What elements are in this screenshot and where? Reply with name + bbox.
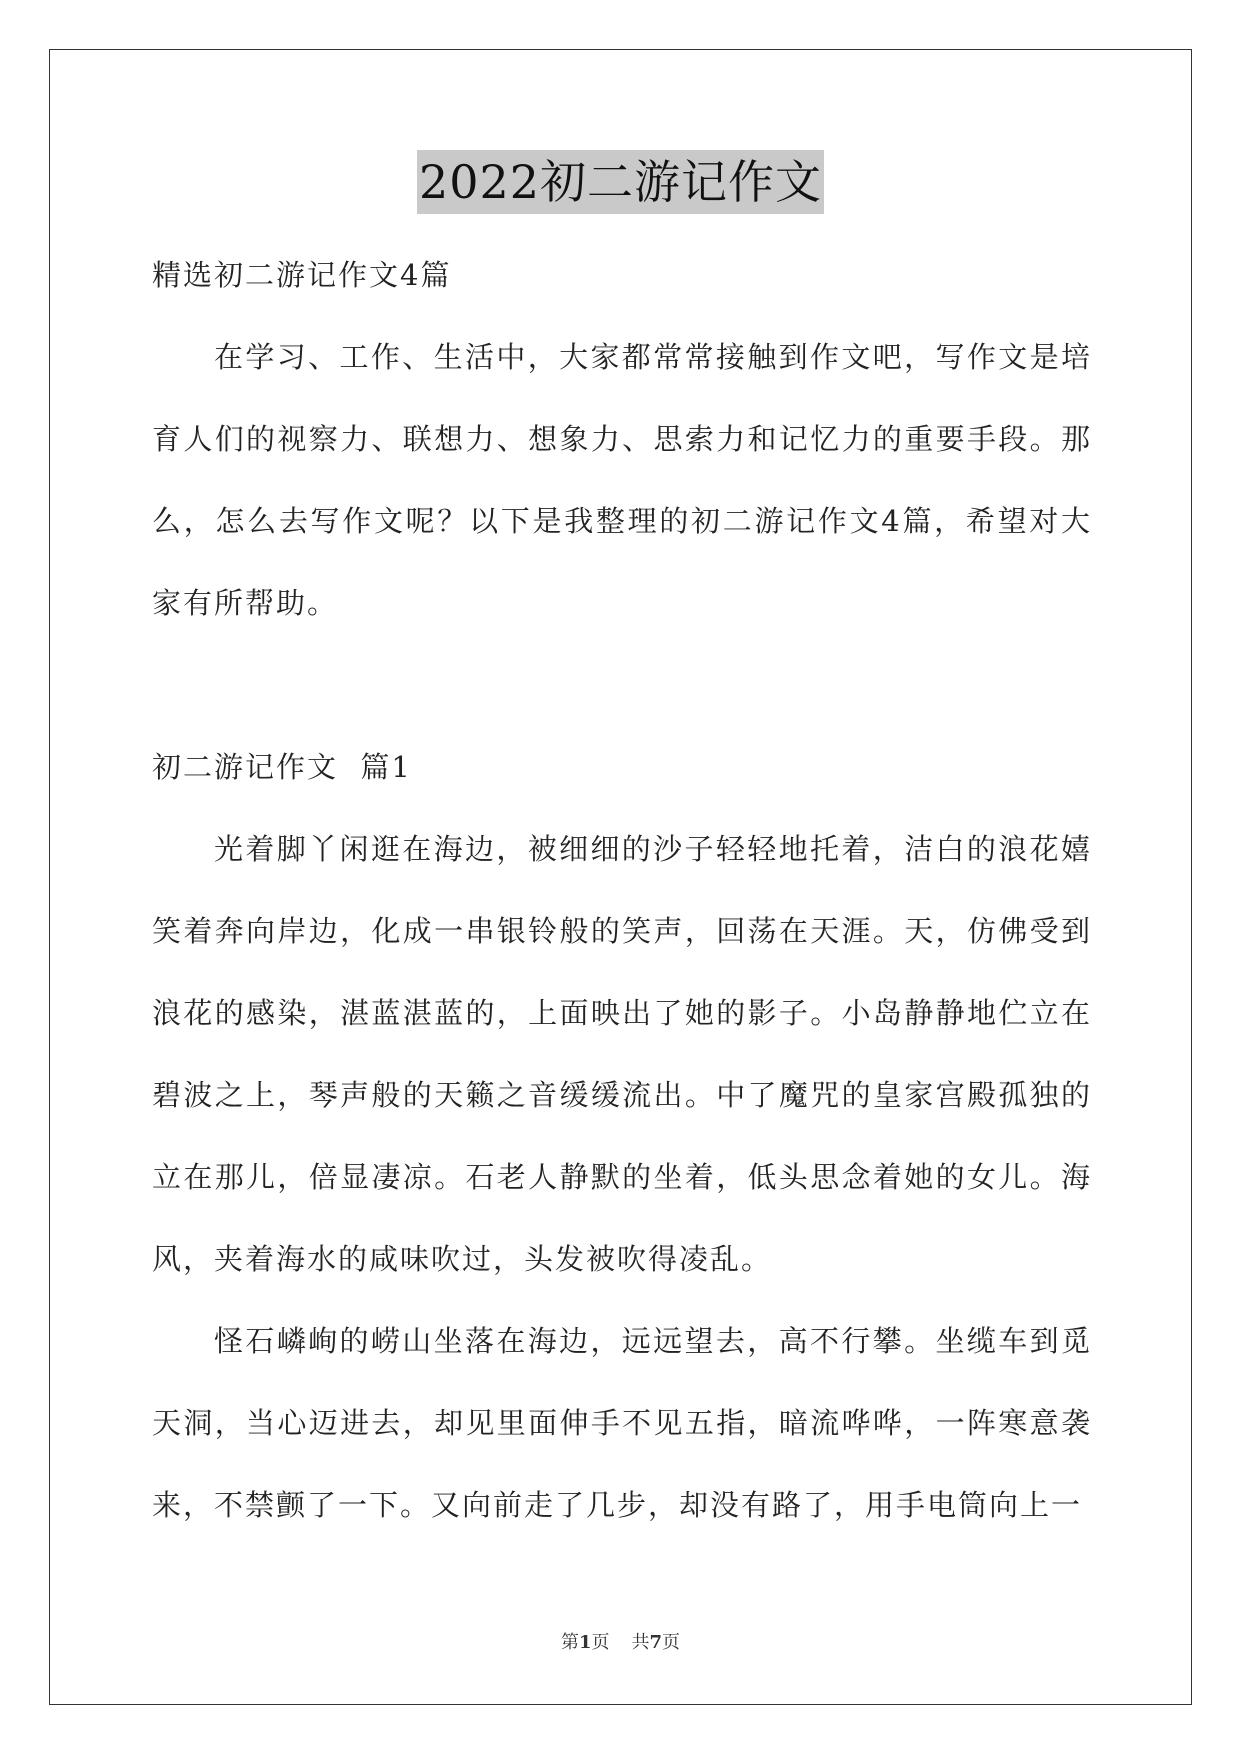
section-paragraph-1: 光着脚丫闲逛在海边，被细细的沙子轻轻地托着，洁白的浪花嬉笑着奔向岸边，化成一串银铃般的笑声，回荡在天涯。天，仿佛受到浪花的感染，湛蓝湛蓝的，上面映出了她的影子。小岛静静地伫立在碧波之上，琴声般的天籁之音缓缓流出。中了魔咒的皇家宫殿孤独的立在那儿，倍显凄凉。石老人静默的坐着，低头思念着她的女儿。海风，夹着海水的咸味吹过，头发被吹得凌乱。 — [152, 832, 1092, 1276]
section-paragraph-2: 怪石嶙峋的崂山坐落在海边，远远望去，高不行攀。坐缆车到觅天洞，当心迈进去，却见里面伸手不见五指，暗流哗哗，一阵寒意袭来，不禁颤了一下。又向前走了几步，却没有路了，用手电筒向上一 — [152, 1324, 1092, 1522]
section-heading: 初二游记作文 篇1 — [152, 750, 412, 784]
total-prefix: 共 — [631, 1632, 650, 1653]
document-title: 2022初二游记作文 — [417, 150, 824, 214]
document-subtitle: 精选初二游记作文4篇 — [152, 258, 452, 292]
total-suffix: 页 — [662, 1632, 681, 1653]
title-container — [0, 150, 1241, 214]
page-footer — [0, 1628, 1241, 1654]
total-pages: 7 — [649, 1632, 663, 1653]
intro-paragraph: 在学习、工作、生活中，大家都常常接触到作文吧，写作文是培育人们的视察力、联想力、想象力、思索力和记忆力的重要手段。那么，怎么去写作文呢？以下是我整理的初二游记作文4篇，希望对大家有所帮助。 — [152, 340, 1092, 620]
page-prefix: 第 — [560, 1632, 579, 1653]
page-suffix: 页 — [591, 1632, 610, 1653]
document-body — [152, 234, 1092, 1546]
page-number: 1 — [578, 1632, 592, 1653]
